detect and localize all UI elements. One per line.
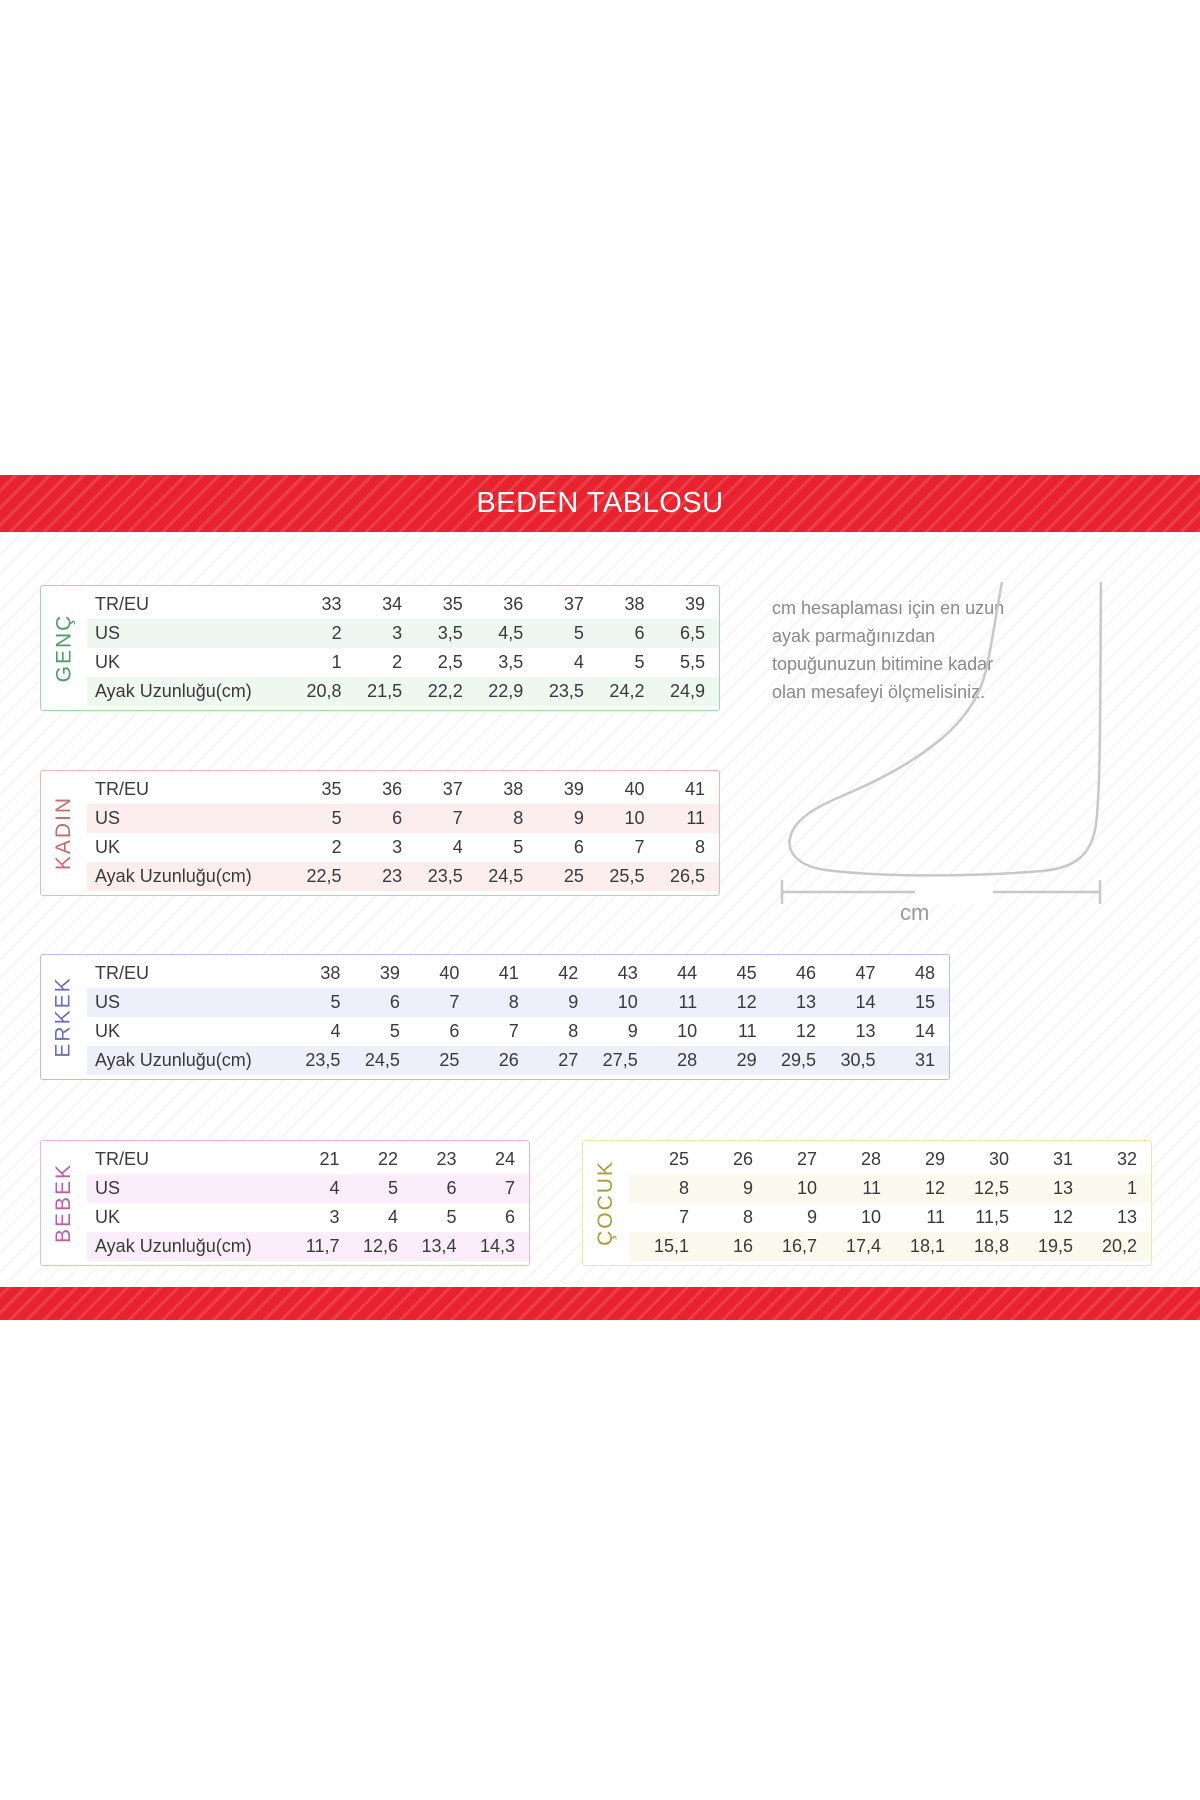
cell: 9 [742,1178,753,1198]
size-chart [0,475,1200,1320]
cell: 25 [668,1149,689,1169]
table-row [629,1145,1151,1174]
cell: 9 [806,1207,817,1227]
cell: 7 [634,837,645,857]
measurement-note: cm hesaplaması için en uzun ayak parmağınızdan topuğunuzun bitimine kadar olan mesafeyi ölçmelisiniz. [772,598,1005,702]
table-row [87,959,949,988]
cell: 12 [924,1178,945,1198]
cell: 36 [503,594,524,614]
group-table-kadin [87,771,719,895]
row-label: TR/EU [95,779,149,799]
table-row [87,775,719,804]
table-row [87,862,719,891]
cell: 17,4 [845,1236,881,1256]
cell: 33 [321,594,342,614]
group-table-erkek [87,955,949,1079]
row-cells [639,1149,1151,1170]
cell: 39 [685,594,706,614]
cell: 8 [508,992,519,1012]
group-label-cocuk-text: ÇOCUK [594,1160,617,1246]
cell: 3 [392,623,403,643]
row-cells [295,1149,529,1170]
table-row [87,648,719,677]
row-cells [295,963,949,984]
cell: 23,5 [305,1050,341,1070]
cell: 11 [678,992,698,1012]
cell: 31 [1052,1149,1073,1169]
cell: 26 [732,1149,753,1169]
cell: 47 [855,963,876,983]
row-label: TR/EU [95,1149,149,1169]
cell: 5,5 [680,652,706,672]
cell: 14 [855,992,876,1012]
cell: 7 [452,808,463,828]
cell: 22,2 [427,681,463,701]
cell: 11 [686,808,706,828]
cell: 5 [330,992,341,1012]
cell: 24,5 [364,1050,400,1070]
cell: 5 [513,837,524,857]
cell: 1 [1126,1178,1137,1198]
group-label-erkek-text: ERKEK [52,976,76,1058]
cell: 22 [377,1149,398,1169]
size-group-bebek [40,1140,530,1266]
cell: 32 [1116,1149,1137,1169]
size-group-cocuk [582,1140,1152,1266]
cell: 39 [379,963,400,983]
group-label-cocuk [583,1141,629,1265]
cell: 14,3 [479,1236,515,1256]
cell: 11,7 [305,1236,340,1256]
row-cells [295,623,719,644]
group-label-kadin [41,771,87,895]
row-cells [639,1178,1151,1199]
cell: 41 [685,779,706,799]
foot-illustration [770,574,1160,904]
row-cells [295,1207,529,1228]
cell: 5 [446,1207,457,1227]
cell: 7 [449,992,460,1012]
table-row [629,1203,1151,1232]
row-cells [639,1236,1151,1257]
cell: 39 [563,779,584,799]
cell: 45 [736,963,757,983]
table-row [87,988,949,1017]
cell: 3 [392,837,403,857]
size-group-genc [40,585,720,711]
row-label: Ayak Uzunluğu(cm) [95,1050,252,1070]
cell: 11,5 [975,1207,1009,1227]
cell: 23 [382,866,403,886]
cell: 5 [331,808,342,828]
table-row [87,677,719,706]
cell: 8 [742,1207,753,1227]
cell: 4 [330,1021,341,1041]
row-label: US [95,1178,121,1198]
row-label: Ayak Uzunluğu(cm) [95,866,252,886]
cell: 3,5 [498,652,524,672]
cell: 46 [796,963,817,983]
row-cells [295,1021,949,1042]
row-cells [295,652,719,673]
row-cells [295,779,719,800]
group-table-bebek [87,1141,529,1265]
cell: 27,5 [602,1050,638,1070]
cell: 12,5 [973,1178,1009,1198]
cell: 2 [392,652,403,672]
cell: 40 [439,963,460,983]
group-table-cocuk [629,1141,1151,1265]
cell: 8 [568,1021,579,1041]
table-row [87,1203,529,1232]
cell: 6 [504,1207,515,1227]
cell: 25 [439,1050,460,1070]
cell: 25 [563,866,584,886]
cell: 7 [678,1207,689,1227]
row-cells [295,808,719,829]
cell: 37 [442,779,463,799]
cell: 4 [452,837,463,857]
chart-body [0,532,1200,1287]
cell: 7 [504,1178,515,1198]
cell: 23 [436,1149,457,1169]
table-row [87,1145,529,1174]
cell: 42 [558,963,579,983]
cell: 41 [498,963,519,983]
chart-footer-bar [0,1287,1200,1320]
row-label: US [95,623,121,643]
cell: 24,2 [609,681,645,701]
row-cells [295,1178,529,1199]
size-group-erkek [40,954,950,1080]
cell: 10 [624,808,645,828]
cell: 19,5 [1037,1236,1073,1256]
cell: 2 [331,623,342,643]
cell: 30,5 [840,1050,876,1070]
cell: 7 [508,1021,519,1041]
cell: 31 [914,1050,935,1070]
cell: 29 [736,1050,757,1070]
cell: 11 [862,1178,881,1198]
cell: 24 [494,1149,515,1169]
cell: 28 [860,1149,881,1169]
table-row [87,1232,529,1261]
row-cells [295,681,719,702]
table-row [629,1232,1151,1261]
table-row [87,1174,529,1203]
cell: 4 [329,1178,340,1198]
cell: 27 [796,1149,817,1169]
cell: 13 [1116,1207,1137,1227]
cell: 44 [677,963,698,983]
size-group-kadin [40,770,720,896]
cell: 34 [382,594,403,614]
cell: 11 [926,1207,945,1227]
cell: 6 [634,623,645,643]
cell: 6 [449,1021,460,1041]
cell: 14 [914,1021,935,1041]
cell: 2 [331,837,342,857]
cell: 18,8 [973,1236,1009,1256]
cell: 11 [737,1021,757,1041]
cell: 29,5 [781,1050,817,1070]
row-label: US [95,992,121,1012]
cell: 10 [860,1207,881,1227]
cell: 38 [320,963,341,983]
row-cells [295,992,949,1013]
cell: 12 [796,1021,817,1041]
row-label: UK [95,1021,121,1041]
row-cells [295,1236,529,1257]
cell: 13,4 [421,1236,457,1256]
cell: 10 [796,1178,817,1198]
cell: 8 [695,837,706,857]
table-row [87,619,719,648]
row-label: US [95,808,121,828]
cell: 9 [573,808,584,828]
cell: 2,5 [437,652,463,672]
row-label: UK [95,837,121,857]
group-label-kadin-text: KADIN [52,795,75,871]
group-label-genc-text: GENÇ [52,613,75,683]
cell: 29 [924,1149,945,1169]
cell: 26,5 [670,866,706,886]
cell: 30 [988,1149,1009,1169]
cell: 22,5 [306,866,342,886]
row-cells [295,837,719,858]
cell: 15 [914,992,935,1012]
row-label: Ayak Uzunluğu(cm) [95,681,252,701]
cell: 15,1 [653,1236,689,1256]
cell: 28 [677,1050,698,1070]
table-row [629,1174,1151,1203]
row-label: UK [95,1207,121,1227]
table-row [87,1017,949,1046]
cell: 48 [914,963,935,983]
cell: 5 [634,652,645,672]
cell: 27 [558,1050,579,1070]
cell: 22,9 [488,681,524,701]
cell: 13 [1052,1178,1073,1198]
cell: 6 [573,837,584,857]
cell: 3,5 [437,623,463,643]
group-label-genc [41,586,87,710]
cell: 8 [678,1178,689,1198]
cell: 20,2 [1101,1236,1137,1256]
cell: 4,5 [498,623,524,643]
cell: 13 [855,1021,876,1041]
row-cells [295,594,719,615]
cell: 5 [573,623,584,643]
cell: 21,5 [367,681,403,701]
cell: 16 [732,1236,753,1256]
row-cells [639,1207,1151,1228]
cell: 43 [617,963,638,983]
cell: 24,5 [488,866,524,886]
cell: 5 [387,1178,398,1198]
cell: 9 [568,992,579,1012]
cell: 10 [677,1021,698,1041]
cell: 24,9 [670,681,706,701]
cell: 12 [736,992,757,1012]
cell: 38 [624,594,645,614]
cell: 6 [392,808,403,828]
cell: 37 [563,594,584,614]
cell: 35 [321,779,342,799]
row-label: TR/EU [95,594,149,614]
cell: 20,8 [306,681,342,701]
row-cells [295,1050,949,1071]
cell: 23,5 [548,681,584,701]
cell: 26 [498,1050,519,1070]
cell: 6 [389,992,400,1012]
group-label-bebek [41,1141,87,1265]
cell: 18,1 [909,1236,945,1256]
cell: 35 [442,594,463,614]
cell: 6 [446,1178,457,1198]
cell: 16,7 [781,1236,817,1256]
row-label: TR/EU [95,963,149,983]
row-label: UK [95,652,121,672]
cell: 40 [624,779,645,799]
cell: 23,5 [427,866,463,886]
cell: 5 [389,1021,400,1041]
cell: 9 [627,1021,638,1041]
cell: 6,5 [680,623,706,643]
cell: 36 [382,779,403,799]
cell: 13 [796,992,817,1012]
cell: 4 [387,1207,398,1227]
group-table-genc [87,586,719,710]
cm-measure-label: cm [900,900,930,925]
cell: 10 [617,992,638,1012]
table-row [87,804,719,833]
cell: 12 [1052,1207,1073,1227]
group-label-bebek-text: BEBEK [52,1162,76,1244]
cell: 38 [503,779,524,799]
cell: 4 [573,652,584,672]
table-row [87,833,719,862]
page-title: BEDEN TABLOSU [476,487,724,519]
cell: 8 [513,808,524,828]
cell: 12,6 [362,1236,398,1256]
table-row [87,590,719,619]
table-row [87,1046,949,1075]
row-cells [295,866,719,887]
cell: 1 [331,652,342,672]
row-label: Ayak Uzunluğu(cm) [95,1236,252,1256]
group-label-erkek [41,955,87,1079]
cell: 3 [329,1207,340,1227]
cell: 21 [319,1149,340,1169]
cell: 25,5 [609,866,645,886]
